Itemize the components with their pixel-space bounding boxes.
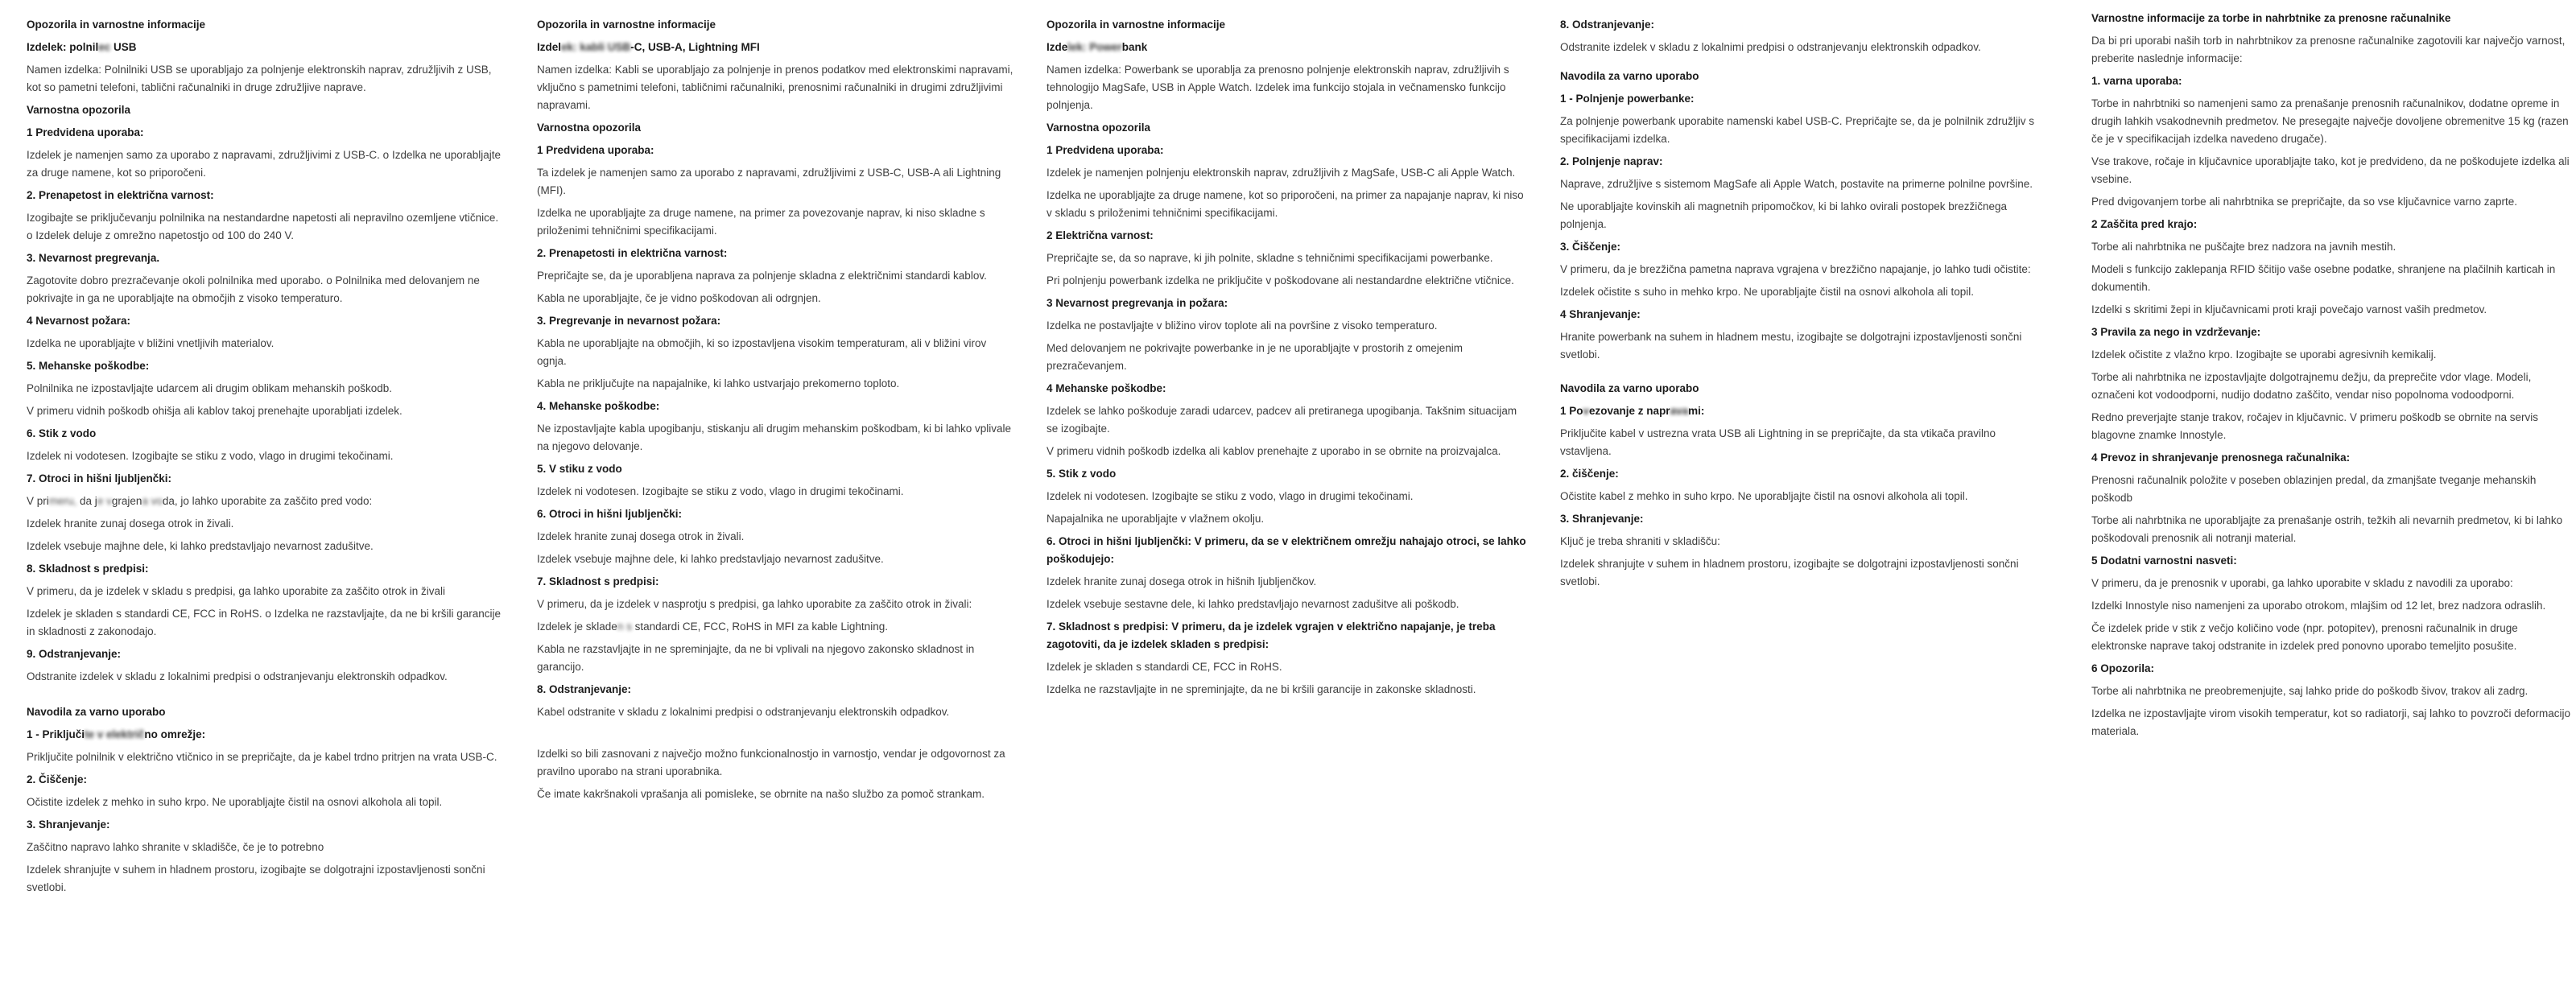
text-run: 8. Skladnost s predpisi: — [27, 563, 149, 575]
paragraph — [2091, 95, 2572, 148]
section-heading — [537, 312, 1018, 330]
text-run: 4 Shranjevanje: — [1560, 308, 1641, 320]
text-run: Kabla ne uporabljajte na območjih, ki so izpostavljena visokim temperaturam, ali v bližini virov ognja. — [537, 337, 987, 367]
text-run: 1 Po — [1560, 405, 1583, 417]
blurred-text: ava — [1670, 405, 1689, 417]
paragraph — [27, 538, 507, 555]
text-run: grajen — [111, 495, 142, 507]
section-heading — [1560, 68, 2041, 85]
section-heading — [1560, 402, 2041, 420]
section-heading — [27, 816, 507, 834]
text-run: 4 Mehanske poškodbe: — [1046, 382, 1166, 394]
text-run: 3 Nevarnost pregrevanja in požara: — [1046, 297, 1228, 309]
text-run: Kabla ne priključujte na napajalnike, ki lahko ustvarjajo prekomerno toploto. — [537, 377, 900, 390]
text-run: no omrežje: — [144, 728, 206, 740]
text-run: 6. Stik z vodo — [27, 427, 97, 439]
paragraph — [1046, 272, 1527, 290]
text-run: Izdelek je sklade — [537, 621, 617, 633]
paragraph — [1560, 175, 2041, 193]
blurred-text: ec — [98, 41, 111, 53]
section-heading — [1046, 533, 1527, 568]
text-run: Med delovanjem ne pokrivajte powerbanke in je ne uporabljajte v prostorih z omejenim prezračevanjem. — [1046, 342, 1463, 372]
text-run: V primeru vidnih poškodb ohišja ali kablov takoj prenehajte uporabljati izdelek. — [27, 405, 402, 417]
paragraph — [1560, 533, 2041, 550]
text-run: Izdelek hranite zunaj dosega otrok in hišnih ljubljenčkov. — [1046, 575, 1317, 588]
section-heading — [537, 39, 1018, 56]
paragraph — [27, 146, 507, 182]
section-heading — [1046, 618, 1527, 653]
paragraph — [1046, 681, 1527, 699]
section-heading — [1560, 306, 2041, 324]
section-heading — [27, 39, 507, 56]
text-run: Varnostna opozorila — [537, 122, 642, 134]
section-heading — [537, 142, 1018, 159]
text-run: Izdel — [537, 41, 562, 53]
section-heading — [1560, 90, 2041, 108]
text-run: Kabel odstranite v skladu z lokalnimi predpisi o odstranjevanju elektronskih odpadkov. — [537, 706, 950, 718]
section-heading — [27, 703, 507, 721]
text-run: Izdelki Innostyle niso namenjeni za uporabo otrokom, mlajšim od 12 let, brez nadzora odraslih. — [2091, 600, 2546, 612]
text-run: 4. Mehanske poškodbe: — [537, 400, 660, 412]
blurred-text: te v električ — [85, 728, 145, 740]
text-run: 2. čiščenje: — [1560, 468, 1619, 480]
text-run: Izde — [1046, 41, 1068, 53]
section-heading — [2091, 552, 2572, 570]
text-run: Kabla ne razstavljajte in ne spreminjajte, da ne bi vplivali na njegovo zakonsko skladnost in garancijo. — [537, 643, 975, 673]
paragraph — [1560, 283, 2041, 301]
text-run: 2 Zaščita pred krajo: — [2091, 218, 2198, 230]
text-run: Ta izdelek je namenjen samo za uporabo z napravami, združljivimi z USB-C, USB-A ali Lightning (MFI). — [537, 167, 1001, 196]
text-run: Izdelek je skladen s standardi CE, FCC in RoHS. — [1046, 661, 1282, 673]
blurred-text: n s — [617, 621, 632, 633]
paragraph — [27, 605, 507, 641]
text-run: 2 Električna varnost: — [1046, 229, 1154, 241]
text-run: Varnostne informacije za torbe in nahrbtnike za prenosne računalnike — [2091, 12, 2451, 24]
paragraph — [2091, 512, 2572, 547]
paragraph — [27, 861, 507, 897]
text-run: Ne izpostavljajte kabla upogibanju, stiskanju ali drugim mehanskim poškodbam, ki bi lahko vplivale na njegovo delovanje. — [537, 423, 1012, 452]
section-gap — [537, 726, 1018, 745]
text-run: 8. Odstranjevanje: — [1560, 19, 1655, 31]
paragraph — [537, 550, 1018, 568]
paragraph — [27, 493, 507, 510]
text-run: 5. Stik z vodo — [1046, 468, 1117, 480]
section-heading — [1046, 227, 1527, 245]
section-heading — [27, 16, 507, 34]
text-run: Navodila za varno uporabo — [1560, 382, 1699, 394]
text-run: 3. Pregrevanje in nevarnost požara: — [537, 315, 721, 327]
section-heading — [1560, 380, 2041, 398]
paragraph — [27, 209, 507, 245]
text-run: Izdelek vsebuje majhne dele, ki lahko predstavljajo nevarnost zadušitve. — [27, 540, 374, 552]
text-run: Če imate kakršnakoli vprašanja ali pomisleke, se obrnite na našo službo za pomoč strankam. — [537, 788, 985, 800]
text-run: Namen izdelka: Powerbank se uporablja za prenosno polnjenje elektronskih naprav, združljivih s tehnologijo MagSafe, USB in Apple Watch. Izdelek ima funkcijo stojala in večnamensko funkcijo polnjenja. — [1046, 64, 1509, 111]
paragraph — [1046, 488, 1527, 505]
section-heading — [27, 357, 507, 375]
text-run: 8. Odstranjevanje: — [537, 683, 632, 695]
section-heading — [1560, 16, 2041, 34]
paragraph — [27, 61, 507, 97]
paragraph — [1046, 164, 1527, 182]
paragraph — [2091, 620, 2572, 655]
text-run: Prepričajte se, da je uporabljena naprava za polnjenje skladna z električnimi standardi kablov. — [537, 270, 987, 282]
paragraph — [1046, 249, 1527, 267]
blurred-text: ek: kabli USB — [561, 41, 631, 53]
text-run: Izogibajte se priključevanju polnilnika na nestandardne napetosti ali nepravilno ozemljene vtičnice. o Izdelek deluje z omrežno napetostjo od 100 do 240 V. — [27, 212, 499, 241]
text-run: Priključite kabel v ustrezna vrata USB ali Lightning in se prepričajte, da sta vtikača pravilno vstavljena. — [1560, 427, 1996, 457]
text-run: Polnilnika ne izpostavljajte udarcem ali drugim oblikam mehanskih poškodb. — [27, 382, 392, 394]
paragraph — [537, 290, 1018, 307]
text-run: 4 Nevarnost požara: — [27, 315, 131, 327]
paragraph — [537, 483, 1018, 501]
text-run: Naprave, združljive s sistemom MagSafe ali Apple Watch, postavite na primerne polnilne površine. — [1560, 178, 2033, 190]
section-heading — [1046, 295, 1527, 312]
text-run: Izdelka ne uporabljajte v bližini vnetljivih materialov. — [27, 337, 275, 349]
text-run: Odstranite izdelek v skladu z lokalnimi predpisi o odstranjevanju elektronskih odpadkov. — [27, 670, 448, 682]
paragraph — [1046, 658, 1527, 676]
text-run: Izdelek hranite zunaj dosega otrok in živali. — [27, 517, 234, 530]
text-run: 2. Prenapetosti in električna varnost: — [537, 247, 728, 259]
section-heading — [1560, 510, 2041, 528]
text-run: V primeru, da je prenosnik v uporabi, ga lahko uporabite v skladu z navodili za uporabo: — [2091, 577, 2513, 589]
text-run: 9. Odstranjevanje: — [27, 648, 122, 660]
paragraph — [2091, 238, 2572, 256]
section-heading — [537, 460, 1018, 478]
paragraph — [2091, 597, 2572, 615]
paragraph — [1560, 555, 2041, 591]
text-run: Izdelek vsebuje sestavne dele, ki lahko predstavljajo nevarnost zadušitve ali poškodb. — [1046, 598, 1459, 610]
text-run: V primeru, da je izdelek v nasprotju s predpisi, ga lahko uporabite za zaščito otrok in živali: — [537, 598, 972, 610]
text-run: 1 - Priključi — [27, 728, 85, 740]
section-heading — [1046, 465, 1527, 483]
blurred-text: a vo — [142, 495, 163, 507]
text-run: 3. Nevarnost pregrevanja. — [27, 252, 160, 264]
text-run: 5. V stiku z vodo — [537, 463, 622, 475]
text-run: 1 Predvidena uporaba: — [537, 144, 654, 156]
text-run: 1. varna uporaba: — [2091, 75, 2182, 87]
paragraph — [537, 785, 1018, 803]
text-run: Varnostna opozorila — [1046, 122, 1151, 134]
paragraph — [1560, 113, 2041, 148]
text-run: Napajalnika ne uporabljajte v vlažnem okolju. — [1046, 513, 1265, 525]
paragraph — [1046, 573, 1527, 591]
section-heading — [27, 187, 507, 204]
paragraph — [27, 447, 507, 465]
text-run: Izdelka ne izpostavljajte virom visokih temperatur, kot so radiatorji, saj lahko to povzroči deformacijo materiala. — [2091, 707, 2571, 737]
paragraph — [537, 164, 1018, 200]
section-heading — [537, 245, 1018, 262]
section-heading — [1560, 465, 2041, 483]
section-heading — [2091, 660, 2572, 678]
paragraph — [2091, 346, 2572, 364]
text-run: Izdelek ni vodotesen. Izogibajte se stiku z vodo, vlago in drugimi tekočinami. — [27, 450, 394, 462]
text-run: Izdelek ni vodotesen. Izogibajte se stiku z vodo, vlago in drugimi tekočinami. — [537, 485, 904, 497]
text-run: 3. Čiščenje: — [1560, 241, 1621, 253]
paragraph — [1046, 402, 1527, 438]
text-run: Očistite izdelek z mehko in suho krpo. Ne uporabljajte čistil na osnovi alkohola ali topil. — [27, 796, 443, 808]
text-run: Priključite polnilnik v električno vtičnico in se prepričajte, da je kabel trdno pritrjen na vrata USB-C. — [27, 751, 497, 763]
blurred-text: e v — [97, 495, 112, 507]
paragraph — [2091, 705, 2572, 740]
text-run: Kabla ne uporabljajte, če je vidno poškodovan ali odrgnjen. — [537, 292, 821, 304]
paragraph — [1046, 187, 1527, 222]
section-heading — [27, 560, 507, 578]
paragraph — [27, 748, 507, 766]
text-run: Modeli s funkcijo zaklepanja RFID ščitijo vaše osebne podatke, shranjene na plačilnih karticah in dokumentih. — [2091, 263, 2556, 293]
text-run: Ključ je treba shraniti v skladišču: — [1560, 535, 1720, 547]
blurred-text: v — [1583, 405, 1590, 417]
text-run: Namen izdelka: Polnilniki USB se uporabljajo za polnjenje elektronskih naprav, združljivih z USB, kot so pametni telefoni, tablični računalniki in druge združljive naprave. — [27, 64, 492, 93]
section-heading — [2091, 324, 2572, 341]
text-run: Prenosni računalnik položite v poseben oblazinjen predal, da zmanjšate tveganje mehanskih poškodb — [2091, 474, 2537, 504]
text-run: Torbe ali nahrbtnika ne uporabljajte za prenašanje ostrih, težkih ali nevarnih predmetov, ki bi lahko poškodovali prenosnik ali notranji material. — [2091, 514, 2563, 544]
column-powerbank — [1046, 16, 1527, 703]
text-run: 1 Predvidena uporaba: — [27, 126, 144, 138]
section-heading — [2091, 10, 2572, 27]
text-run: Če izdelek pride v stik z večjo količino vode (npr. potopitev), prenosni računalnik in druge elektronske naprave takoj odstranite in izdelek pred ponovno uporabo temeljito posušite. — [2091, 622, 2518, 652]
text-run: Izdelek se lahko poškoduje zaradi udarcev, padcev ali pretiranega upogibanja. Takšnim situacijam se izogibajte. — [1046, 405, 1517, 435]
paragraph — [1046, 596, 1527, 613]
paragraph — [537, 641, 1018, 676]
section-heading — [2091, 72, 2572, 90]
text-run: Izdelek očistite z vlažno krpo. Izogibajte se uporabi agresivnih kemikalij. — [2091, 348, 2437, 361]
text-run: Odstranite izdelek v skladu z lokalnimi predpisi o odstranjevanju elektronskih odpadkov. — [1560, 41, 1981, 53]
text-run: Za polnjenje powerbank uporabite namenski kabel USB-C. Prepričajte se, da je polnilnik združljiv s specifikacijami izdelka. — [1560, 115, 2035, 145]
paragraph — [1560, 39, 2041, 56]
text-run: Da bi pri uporabi naših torb in nahrbtnikov za prenosne računalnike zagotovili kar največjo varnost, preberite naslednje informacije: — [2091, 35, 2566, 64]
section-heading — [27, 101, 507, 119]
text-run: Opozorila in varnostne informacije — [27, 19, 206, 31]
text-run: V primeru vidnih poškodb izdelka ali kablov prenehajte z uporabo in se obrnite na proizvajalca. — [1046, 445, 1501, 457]
paragraph — [537, 596, 1018, 613]
section-gap — [1560, 61, 2041, 68]
section-heading — [27, 312, 507, 330]
text-run: 6 Opozorila: — [2091, 662, 2155, 674]
section-heading — [27, 470, 507, 488]
text-run: ezovanje z napr — [1589, 405, 1670, 417]
section-heading — [27, 771, 507, 789]
section-heading — [27, 726, 507, 744]
text-run: 3. Shranjevanje: — [1560, 513, 1644, 525]
text-run: da j — [76, 495, 97, 507]
text-run: Hranite powerbank na suhem in hladnem mestu, izogibajte se dolgotrajni izpostavljenosti sončni svetlobi. — [1560, 331, 2022, 361]
text-run: Navodila za varno uporabo — [1560, 70, 1699, 82]
text-run: Zaščitno napravo lahko shranite v skladišče, če je to potrebno — [27, 841, 324, 853]
text-run: Opozorila in varnostne informacije — [1046, 19, 1226, 31]
text-run: Torbe ali nahrbtnika ne puščajte brez nadzora na javnih mestih. — [2091, 241, 2396, 253]
paragraph — [27, 515, 507, 533]
text-run: Izdelki s skritimi žepi in ključavnicami proti kraji povečajo varnost vaših predmetov. — [2091, 303, 2487, 315]
paragraph — [1560, 328, 2041, 364]
text-run: V pri — [27, 495, 49, 507]
text-run: Izdelek je skladen s standardi CE, FCC in RoHS. o Izdelka ne razstavljajte, da ne bi kršili garancije in skladnosti z zakonodajo. — [27, 608, 502, 637]
paragraph — [27, 335, 507, 353]
text-run: Očistite kabel z mehko in suho krpo. Ne uporabljajte čistil na osnovi alkohola ali topil. — [1560, 490, 1968, 502]
text-run: Izdelka ne uporabljajte za druge namene, kot so priporočeni, na primer za napajanje naprav, ki niso v skladu s priloženimi tehničnimi specifikacijami. — [1046, 189, 1524, 219]
text-run: 7. Skladnost s predpisi: V primeru, da je izdelek vgrajen v električno napajanje, je treba zagotoviti, da je izdelek skladen s predpisi: — [1046, 621, 1496, 650]
section-heading — [537, 119, 1018, 137]
text-run: Zagotovite dobro prezračevanje okoli polnilnika med uporabo. o Polnilnika med delovanjem ne pokrivajte in ga ne uporabljajte na območjih z visoko temperaturo. — [27, 274, 480, 304]
paragraph — [537, 528, 1018, 546]
text-run: Izdelka ne uporabljajte za druge namene, na primer za povezovanje naprav, ki niso skladne s priloženimi tehničnimi specifikacijami. — [537, 207, 985, 237]
paragraph — [27, 583, 507, 600]
paragraph — [2091, 301, 2572, 319]
section-heading — [1046, 119, 1527, 137]
paragraph — [2091, 261, 2572, 296]
section-heading — [27, 249, 507, 267]
text-run: Namen izdelka: Kabli se uporabljajo za polnjenje in prenos podatkov med elektronskimi napravami, vključno s pametnimi telefoni, tabličnimi računalniki, prenosnimi računalniki in drugimi združljivimi napravami. — [537, 64, 1013, 111]
section-heading — [537, 505, 1018, 523]
section-heading — [27, 124, 507, 142]
column-usb-charger — [27, 16, 507, 901]
text-run: 1 - Polnjenje powerbanke: — [1560, 93, 1695, 105]
paragraph — [1046, 443, 1527, 460]
text-run: 2. Polnjenje naprav: — [1560, 155, 1663, 167]
paragraph — [1046, 61, 1527, 114]
paragraph — [537, 267, 1018, 285]
paragraph — [2091, 32, 2572, 68]
paragraph — [537, 420, 1018, 456]
text-run: 3. Shranjevanje: — [27, 818, 110, 831]
text-run: Torbe ali nahrbtnika ne izpostavljajte dolgotrajnemu dežju, da preprečite vdor vlage. Modeli, označeni kot vodoodporni, nudijo dodatno zaščito, vendar niso popolnoma vodoodporni. — [2091, 371, 2532, 401]
paragraph — [1046, 317, 1527, 335]
text-run: Pred dvigovanjem torbe ali nahrbtnika se prepričajte, da so vse ključavnice varno zaprte. — [2091, 196, 2518, 208]
paragraph — [2091, 682, 2572, 700]
paragraph — [537, 375, 1018, 393]
text-run: 2. Prenapetost in električna varnost: — [27, 189, 214, 201]
paragraph — [537, 335, 1018, 370]
text-run: 7. Otroci in hišni ljubljenčki: — [27, 472, 172, 484]
text-run: 1 Predvidena uporaba: — [1046, 144, 1164, 156]
paragraph — [27, 794, 507, 811]
text-run: 2. Čiščenje: — [27, 773, 88, 785]
text-run: mi: — [1688, 405, 1705, 417]
text-run: 5 Dodatni varnostni nasveti: — [2091, 555, 2237, 567]
paragraph — [537, 618, 1018, 636]
paragraph — [2091, 472, 2572, 507]
section-heading — [537, 681, 1018, 699]
section-heading — [537, 573, 1018, 591]
text-run: Izdelek očistite s suho in mehko krpo. Ne uporabljajte čistil na osnovi alkohola ali topil. — [1560, 286, 1975, 298]
text-run: Izdelek shranjujte v suhem in hladnem prostoru, izogibajte se dolgotrajni izpostavljenosti sončni svetlobi. — [27, 864, 485, 893]
paragraph — [2091, 369, 2572, 404]
text-run: USB — [110, 41, 137, 53]
paragraph — [27, 272, 507, 307]
text-run: V primeru, da je izdelek v skladu s predpisi, ga lahko uporabite za zaščito otrok in živali — [27, 585, 446, 597]
text-run: Izdelek je namenjen polnjenju elektronskih naprav, združljivih z MagSafe, USB-C ali Apple Watch. — [1046, 167, 1516, 179]
paragraph — [1560, 425, 2041, 460]
paragraph — [2091, 153, 2572, 188]
text-run: Torbe ali nahrbtnika ne preobremenjujte, saj lahko pride do poškodb šivov, trakov ali zadrg. — [2091, 685, 2529, 697]
paragraph — [537, 61, 1018, 114]
paragraph — [1046, 510, 1527, 528]
section-heading — [537, 398, 1018, 415]
text-run: standardi CE, FCC, RoHS in MFI za kable Lightning. — [631, 621, 888, 633]
blurred-text: lek: Power — [1067, 41, 1122, 53]
section-heading — [27, 425, 507, 443]
text-run: Redno preverjajte stanje trakov, ročajev in ključavnic. V primeru poškodb se obrnite na servis blagovne znamke Innostyle. — [2091, 411, 2539, 441]
paragraph — [2091, 193, 2572, 211]
section-heading — [1046, 16, 1527, 34]
text-run: Izdelka ne razstavljajte in ne spreminjajte, da ne bi kršili garancije in zakonske skladnosti. — [1046, 683, 1476, 695]
text-run: da, jo lahko uporabite za zaščito pred vodo: — [162, 495, 373, 507]
text-run: 5. Mehanske poškodbe: — [27, 360, 150, 372]
text-run: V primeru, da je brezžična pametna naprava vgrajena v brezžično napajanje, jo lahko tudi očistite: — [1560, 263, 2031, 275]
paragraph — [2091, 575, 2572, 592]
text-run: Izdelek vsebuje majhne dele, ki lahko predstavljajo nevarnost zadušitve. — [537, 553, 884, 565]
paragraph — [2091, 409, 2572, 444]
text-run: Izdelki so bili zasnovani z največjo možno funkcionalnostjo in varnostjo, vendar je odgovornost za pravilno uporabo na strani uporabnika. — [537, 748, 1005, 777]
text-run: -C, USB-A, Lightning MFI — [630, 41, 760, 53]
paragraph — [1560, 488, 2041, 505]
section-heading — [537, 16, 1018, 34]
paragraph — [27, 668, 507, 686]
text-run: Izdelek: polnil — [27, 41, 99, 53]
paragraph — [1046, 340, 1527, 375]
text-run: Pri polnjenju powerbank izdelka ne priključite v poškodovane ali nestandardne električne vtičnice. — [1046, 274, 1514, 287]
column-powerbank-usage — [1560, 16, 2041, 596]
text-run: 3 Pravila za nego in vzdrževanje: — [2091, 326, 2261, 338]
section-heading — [1560, 153, 2041, 171]
column-laptop-bags — [2091, 10, 2572, 745]
paragraph — [537, 703, 1018, 721]
section-heading — [1560, 238, 2041, 256]
section-heading — [2091, 449, 2572, 467]
text-run: 7. Skladnost s predpisi: — [537, 575, 659, 588]
text-run: Torbe in nahrbtniki so namenjeni samo za prenašanje prenosnih računalnikov, dodatne opreme in drugih lahkih vsakodnevnih predmetov. Ne presegajte največje dovoljene obremenitve 15 kg (razen če je v specifikacijah izdelka navedeno drugače). — [2091, 97, 2569, 145]
text-run: Navodila za varno uporabo — [27, 706, 166, 718]
text-run: Izdelek hranite zunaj dosega otrok in živali. — [537, 530, 745, 542]
text-run: Vse trakove, ročaje in ključavnice uporabljajte tako, kot je predvideno, da ne poškodujete izdelka ali vsebine. — [2091, 155, 2570, 185]
paragraph — [1560, 198, 2041, 233]
text-run: 6. Otroci in hišni ljubljenčki: — [537, 508, 683, 520]
section-heading — [27, 645, 507, 663]
column-cables — [537, 16, 1018, 808]
section-gap — [1560, 369, 2041, 380]
text-run: Izdelek shranjujte v suhem in hladnem prostoru, izogibajte se dolgotrajni izpostavljenosti sončni svetlobi. — [1560, 558, 2019, 588]
text-run: Prepričajte se, da so naprave, ki jih polnite, skladne s tehničnimi specifikacijami powerbanke. — [1046, 252, 1493, 264]
text-run: Izdelka ne postavljajte v bližino virov toplote ali na površine z visoko temperaturo. — [1046, 320, 1438, 332]
section-heading — [1046, 380, 1527, 398]
text-run: 6. Otroci in hišni ljubljenčki: V primeru, da se v električnem omrežju nahajajo otroci, se lahko poškodujejo: — [1046, 535, 1526, 565]
blurred-text: meru, — [48, 495, 77, 507]
text-run: Izdelek je namenjen samo za uporabo z napravami, združljivimi z USB-C. o Izdelka ne uporabljajte za druge namene, kot so priporočeni. — [27, 149, 502, 179]
text-run: bank — [1121, 41, 1148, 53]
section-heading — [1046, 142, 1527, 159]
section-gap — [27, 691, 507, 703]
text-run: Izdelek ni vodotesen. Izogibajte se stiku z vodo, vlago in drugimi tekočinami. — [1046, 490, 1414, 502]
text-run: Varnostna opozorila — [27, 104, 131, 116]
paragraph — [537, 745, 1018, 781]
paragraph — [27, 839, 507, 856]
paragraph — [1560, 261, 2041, 278]
text-run: Opozorila in varnostne informacije — [537, 19, 716, 31]
paragraph — [27, 402, 507, 420]
paragraph — [537, 204, 1018, 240]
section-heading — [2091, 216, 2572, 233]
paragraph — [27, 380, 507, 398]
text-run: Ne uporabljajte kovinskih ali magnetnih pripomočkov, ki bi lahko ovirali postopek brezžičnega polnjenja. — [1560, 200, 2008, 230]
text-run: 4 Prevoz in shranjevanje prenosnega računalnika: — [2091, 451, 2351, 464]
section-heading — [1046, 39, 1527, 56]
